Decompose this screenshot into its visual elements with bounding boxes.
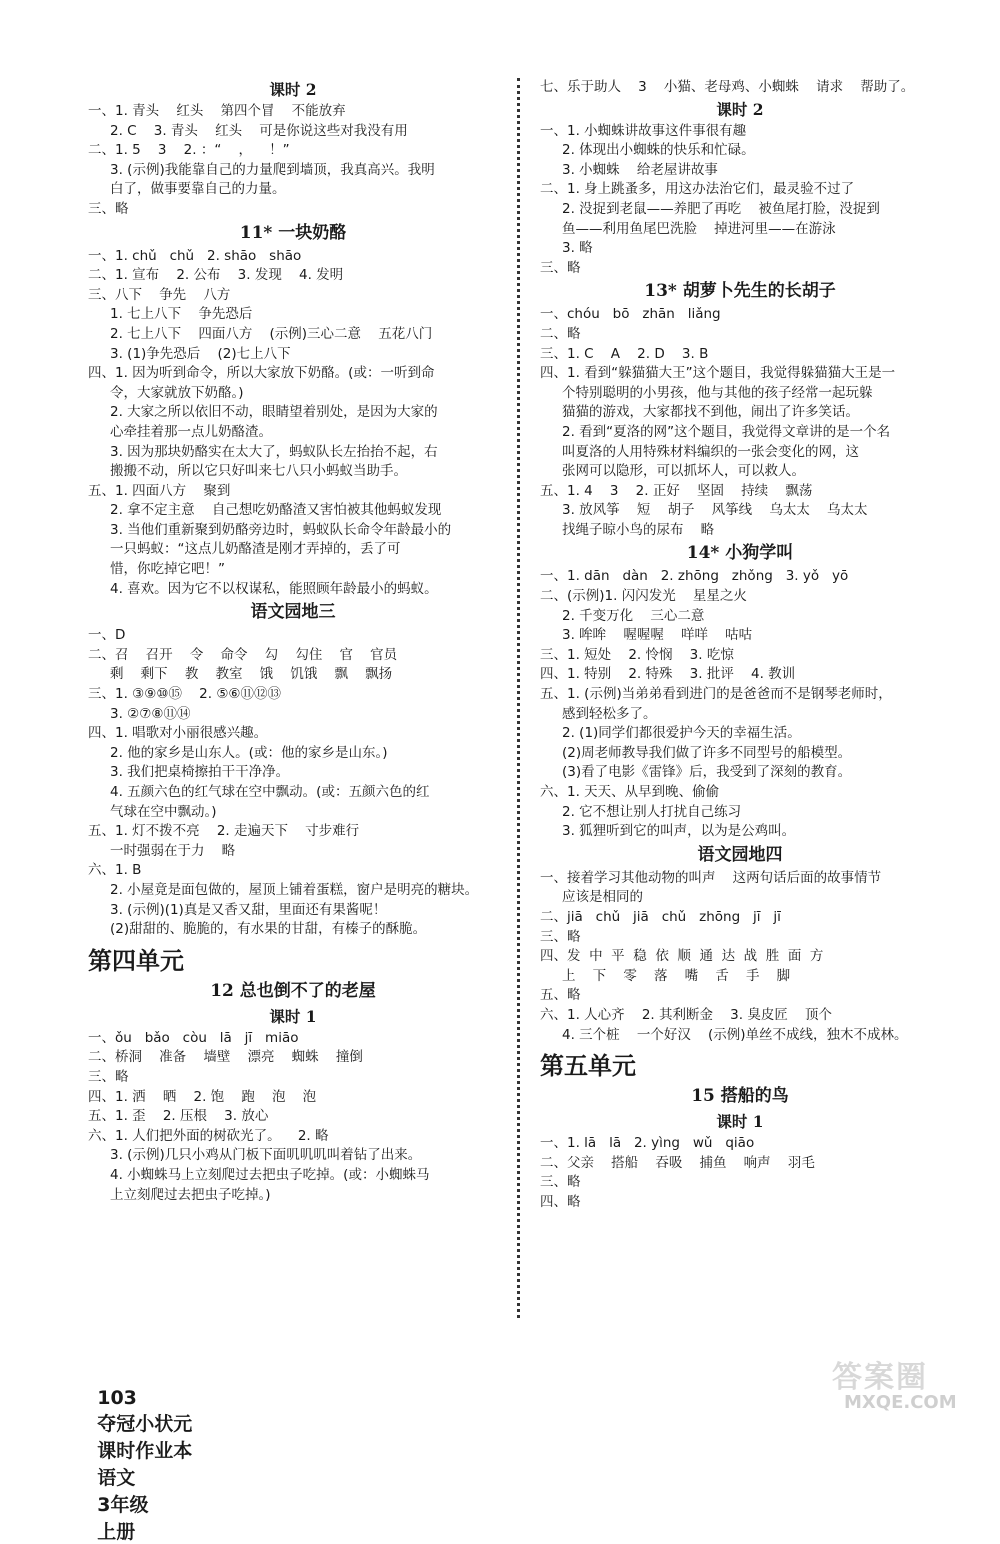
answer-line: 二、父亲 搭船 吞吸 捕鱼 响声 羽毛	[540, 1154, 815, 1171]
page-number: 103	[97, 1387, 137, 1409]
answer-line: 五、1. (示例)当弟弟看到进门的是爸爸而不是钢琴老师时，	[540, 686, 892, 703]
answer-line: 4. 小蜘蛛马上立刻爬过去把虫子吃掉。(或：小蜘蛛马	[110, 1166, 430, 1183]
lesson-title: 15 搭船的鸟	[691, 1086, 789, 1107]
brand-name: 夺冠小状元	[97, 1413, 193, 1435]
answer-line: 个特别聪明的小男孩，他与其他的孩子经常一起玩躲	[562, 384, 873, 401]
answer-line: 四、1. 特别 2. 特殊 3. 批评 4. 教训	[540, 666, 796, 683]
answer-line: 3. 狐狸听到它的叫声，以为是公鸡叫。	[562, 823, 796, 840]
answer-line: 3. 小蜘蛛 给老屋讲故事	[562, 161, 718, 178]
subject-name: 语文	[97, 1467, 136, 1489]
answer-line: 二、jiā chǔ jiā chǔ zhōng jī jī	[540, 908, 781, 925]
page-footer	[84, 1365, 206, 1544]
answer-line: 4. 喜欢。因为它不以权谋私，能照顾年龄最小的蚂蚁。	[110, 580, 438, 597]
answer-line: 3. 因为那块奶酪实在太大了，蚂蚁队长左抬抬不起，右	[110, 443, 438, 460]
answer-line: 一、1. chǔ chǔ 2. shāo shāo	[88, 247, 302, 264]
section-subtitle: 课时 2	[269, 80, 317, 99]
answer-line: 3. (示例)(1)真是又香又甜，里面还有果酱呢！	[110, 901, 387, 918]
unit-heading: 第五单元	[540, 1051, 636, 1081]
answer-line: 三、略	[88, 200, 129, 217]
answer-line: 六、1. B	[88, 862, 142, 879]
answer-line: 气球在空中飘动。)	[110, 803, 217, 820]
answer-line: 3. (1)争先恐后 (2)七上八下	[110, 345, 291, 362]
answer-line: 4. 五颜六色的红气球在空中飘动。(或：五颜六色的红	[110, 784, 430, 800]
answer-line: 3. 当他们重新聚到奶酪旁边时，蚂蚁队长命令年龄最小的	[110, 521, 452, 538]
answer-line: 三、略	[540, 928, 581, 945]
answer-line: 一、1. dān dàn 2. zhōng zhǒng 3. yǒ yō	[540, 568, 849, 585]
answer-line: 一、1. 小蜘蛛讲故事这件事很有趣	[540, 122, 747, 139]
answer-line: 1. 七上八下 争先恐后	[110, 306, 253, 323]
answer-line: 感到轻松多了。	[562, 705, 657, 722]
answer-line: 三、八下 争先 八方	[88, 286, 231, 303]
column-divider	[517, 78, 520, 1318]
answer-line: 二、略	[540, 325, 581, 342]
answer-line: 二、(示例)1. 闪闪发光 星星之火	[540, 588, 747, 605]
watermark-logo	[832, 1352, 972, 1416]
answer-line: 张网可以隐形，可以抓坏人，可以救人。	[562, 463, 805, 480]
section-subtitle: 课时 1	[269, 1006, 317, 1026]
answer-line: 一、chóu bō zhān liǎng	[540, 306, 721, 323]
answer-line: 五、1. 灯不拨不亮 2. 走遍天下 寸步难行	[88, 823, 360, 840]
answer-line: 2. 千变万化 三心二意	[562, 607, 705, 624]
lesson-title: 语文园地四	[697, 844, 783, 865]
lesson-title: 13* 胡萝卜先生的长胡子	[644, 281, 836, 302]
answer-line: 2. (1)同学们都很爱护今天的幸福生活。	[562, 725, 801, 742]
answer-line: 2. 大家之所以依旧不动，眼睛望着别处，是因为大家的	[110, 404, 438, 421]
answer-line: 四、1. 洒 晒 2. 饱 跑 泡 泡	[88, 1088, 317, 1105]
answer-line: 一、D	[88, 627, 126, 644]
answer-line: 四、1. 看到“躲猫猫大王”这个题目，我觉得躲猫猫大王是一	[540, 365, 896, 382]
answer-line: (2)甜甜的、脆脆的，有水果的甘甜，有榛子的酥脆。	[110, 921, 427, 938]
answer-line: 3. (示例)几只小鸡从门板下面叽叽叽叫着钻了出来。	[110, 1147, 422, 1164]
answer-line: 五、1. 四面八方 聚到	[88, 482, 231, 499]
lesson-title: 12 总也倒不了的老屋	[210, 980, 376, 1001]
answer-line: 2. 七上八下 四面八方 (示例)三心二意 五花八门	[110, 325, 433, 342]
answer-line: 2. 看到“夏洛的网”这个题目，我觉得文章讲的是一个名	[562, 423, 891, 440]
answer-line: 2. 小屋竟是面包做的，屋顶上铺着蛋糕，窗户是明亮的糖块。	[110, 881, 479, 898]
answer-line: 二、1. 宣布 2. 公布 3. 发现 4. 发明	[88, 267, 344, 284]
answer-line: 3. ②⑦⑧⑪⑭	[110, 705, 191, 722]
answer-line: 一只蚂蚁：“这点儿奶酪渣是刚才弄掉的，丢了可	[110, 541, 401, 558]
answer-line: 五、1. 歪 2. 压根 3. 放心	[88, 1108, 269, 1125]
answer-line: 2. 它不想让别人打扰自己练习	[562, 803, 742, 820]
section-subtitle: 课时 2	[716, 99, 764, 119]
answer-line: 六、1. 人们把外面的树砍光了。 2. 略	[88, 1127, 329, 1144]
right-column	[540, 78, 940, 1213]
grade-label: 3年级	[97, 1494, 149, 1516]
answer-line: 四、发 中 平 稳 依 顺 通 达 战 胜 面 方	[540, 948, 824, 965]
answer-line: 2. 他的家乡是山东人。(或：他的家乡是山东。)	[110, 744, 388, 761]
answer-line: 二、1. 5 3 2. ：“ ， ！”	[88, 142, 290, 159]
answer-line: 2. 体现出小蜘蛛的快乐和忙碌。	[562, 142, 755, 159]
answer-line: 三、1. ③⑨⑩⑮ 2. ⑤⑥⑪⑫⑬	[88, 686, 282, 703]
lesson-title: 14* 小狗学叫	[686, 543, 794, 564]
answer-line: 三、略	[88, 1068, 129, 1085]
volume-label: 上册	[97, 1521, 136, 1543]
answer-line: 三、略	[540, 259, 581, 276]
answer-line: 五、略	[540, 987, 581, 1004]
answer-line: 一时强弱在于力 略	[110, 842, 236, 859]
answer-line: 4. 三个桩 一个好汉 (示例)单丝不成线，独木不成林。	[562, 1026, 908, 1043]
answer-line: 二、1. 身上跳蚤多，用这办法治它们，最灵验不过了	[540, 181, 855, 198]
lesson-title: 语文园地三	[250, 602, 336, 623]
answer-line: 五、1. 4 3 2. 正好 坚固 持续 飘荡	[540, 482, 813, 499]
answer-line: 三、1. 短处 2. 怜悯 3. 吃惊	[540, 646, 734, 663]
answer-line: 3. 我们把桌椅擦拍干干净净。	[110, 764, 290, 781]
answer-line: 四、1. 唱歌对小丽很感兴趣。	[88, 725, 268, 742]
answer-line: 二、桥洞 准备 墙壁 漂亮 蜘蛛 撞倒	[88, 1049, 363, 1066]
answer-line: 找绳子晾小鸟的尿布 略	[562, 521, 715, 538]
answer-line: 二、召 召开 令 命令 勾 勾住 官 官员	[88, 646, 398, 663]
unit-heading: 第四单元	[88, 945, 184, 975]
answer-line: 一、接着学习其他动物的叫声 这两句话后面的故事情节	[540, 869, 882, 886]
answer-line: 一、1. lā lā 2. yìng wǔ qiāo	[540, 1135, 755, 1152]
watermark-url: MXQE.COM	[844, 1392, 957, 1413]
answer-line: 3. 哞哞 喔喔喔 咩咩 咕咕	[562, 627, 753, 644]
answer-line: 一、ǒu bǎo còu lā jī miāo	[88, 1029, 299, 1046]
answer-line: 3. 放风筝 短 胡子 风筝线 乌太太 乌太太	[562, 502, 868, 519]
book-name: 课时作业本	[97, 1440, 193, 1462]
answer-line: (2)周老师教导我们做了许多不同型号的船模型。	[562, 744, 852, 761]
answer-line: 惜，你吃掉它吧！”	[110, 561, 225, 578]
answer-line: 上立刻爬过去把虫子吃掉。)	[110, 1186, 271, 1203]
answer-line: 叫夏洛的人用特殊材料编织的一张会变化的网，这	[562, 443, 859, 460]
answer-line: 2. C 3. 青头 红头 可是你说这些对我没有用	[110, 122, 408, 139]
lesson-title: 11* 一块奶酪	[239, 222, 347, 243]
left-column	[88, 78, 498, 1205]
answer-line: (3)看了电影《雷锋》后，我受到了深刻的教育。	[562, 764, 852, 781]
answer-line: 搬搬不动，所以它只好叫来七八只小蚂蚁当助手。	[110, 463, 407, 480]
answer-line: 应该是相同的	[562, 889, 643, 906]
answer-line: 2. 没捉到老鼠——养肥了再吃 被鱼尾打脸，没捉到	[562, 200, 880, 217]
answer-line: 令，大家就放下奶酪。)	[110, 384, 244, 401]
answer-line: 心牵挂着那一点儿奶酪渣。	[110, 423, 272, 440]
answer-line: 上 下 零 落 嘴 舌 手 脚	[562, 967, 791, 984]
watermark-text: 答案圈	[832, 1360, 928, 1395]
answer-line: 一、1. 青头 红头 第四个冒 不能放弃	[88, 103, 346, 119]
answer-line: 白了，做事要靠自己的力量。	[110, 181, 286, 198]
answer-line: 四、1. 因为听到命令，所以大家放下奶酪。(或：一听到命	[88, 365, 435, 382]
answer-line: 2. 拿不定主意 自己想吃奶酪渣又害怕被其他蚂蚁发现	[110, 502, 442, 519]
answer-line: 六、1. 人心齐 2. 其利断金 3. 臭皮匠 顶个	[540, 1006, 833, 1023]
answer-line: 3. 略	[562, 240, 593, 257]
answer-line: 六、1. 天天、从早到晚、偷偷	[540, 784, 720, 800]
answer-line: 3. (示例)我能靠自己的力量爬到墙顶，我真高兴。我明	[110, 161, 435, 178]
answer-line: 三、1. C A 2. D 3. B	[540, 345, 709, 362]
answer-line: 鱼——利用鱼尾巴洗脸 掉进河里——在游泳	[562, 220, 836, 237]
answer-line: 剩 剩下 教 教室 饿 饥饿 飘 飘扬	[110, 666, 393, 683]
answer-line: 猫猫的游戏，大家都找不到他，闹出了许多笑话。	[562, 404, 859, 421]
section-subtitle: 课时 1	[716, 1112, 764, 1132]
answer-line: 三、略	[540, 1174, 581, 1191]
answer-line: 四、略	[540, 1193, 581, 1210]
answer-line: 七、乐于助人 3 小猫、老母鸡、小蜘蛛 请求 帮助了。	[540, 79, 915, 95]
